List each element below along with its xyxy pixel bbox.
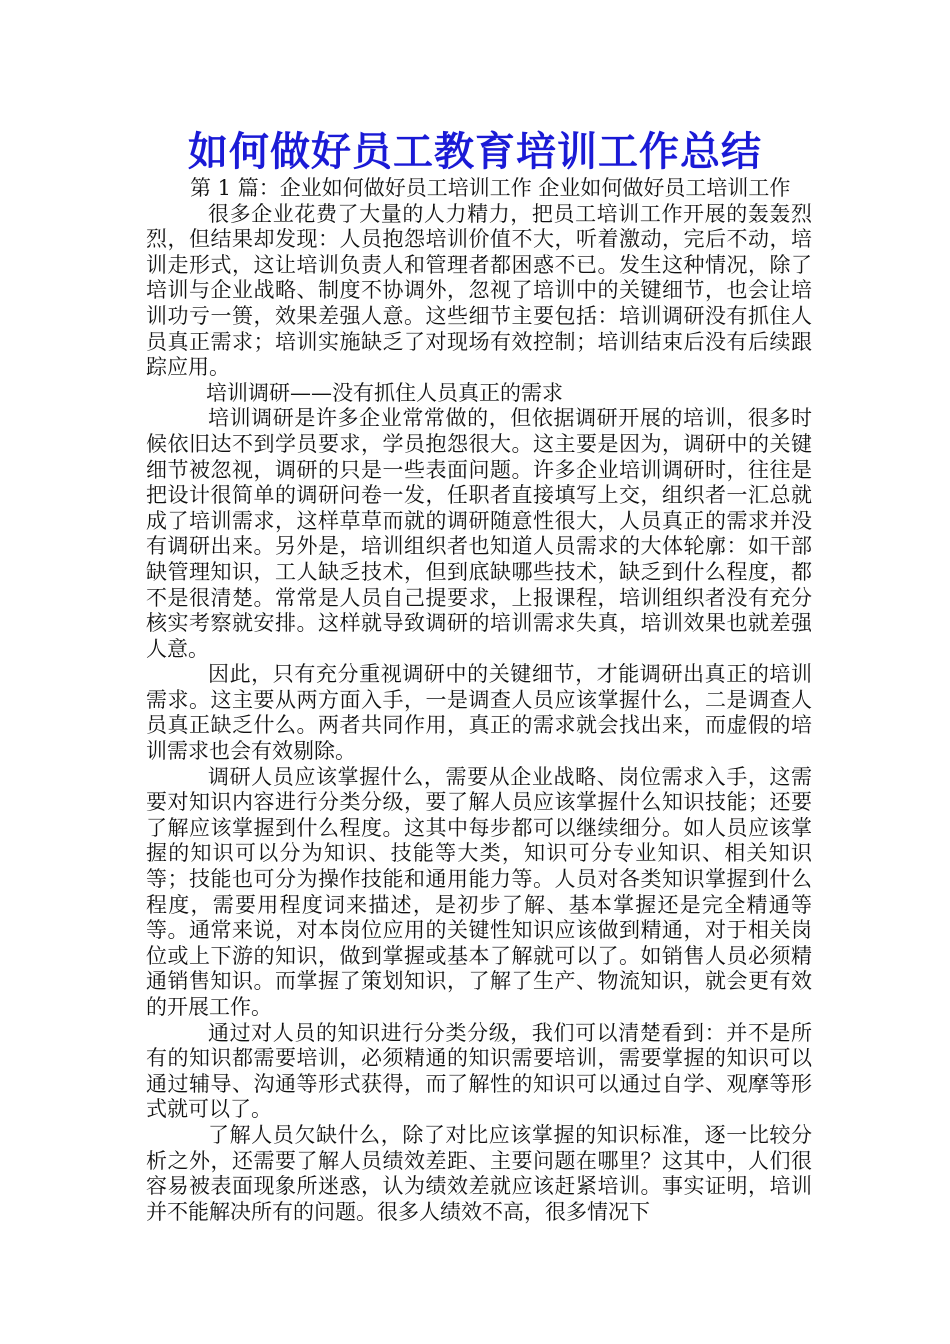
paragraph-therefore: 因此，只有充分重视调研中的关键细节，才能调研出真正的培训需求。这主要从两方面入手，一是调查人员应该掌握什么，二是调查人员真正缺乏什么。两者共同作用，真正的需求就会找出来，而虚假的培训需求也会有效剔除。 <box>146 662 812 764</box>
paragraph-what-to-master: 调研人员应该掌握什么，需要从企业战略、岗位需求入手，这需要对知识内容进行分类分级，要了解人员应该掌握什么知识技能；还要了解应该掌握到什么程度。这其中每步都可以继续细分。如人员应该掌握的知识可以分为知识、技能等大类，知识可分专业知识、相关知识等；技能也可分为操作技能和通用能力等。人员对各类知识掌握到什么程度，需要用程度词来描述，是初步了解、基本掌握还是完全精通等等。通常来说，对本岗位应用的关键性知识应该做到精通，对于相关岗位或上下游的知识，做到掌握或基本了解就可以了。如销售人员必须精通销售知识。而掌握了策划知识，了解了生产、物流知识，就会更有效的开展工作。 <box>146 764 812 1019</box>
document-body <box>146 176 812 1225</box>
paragraph-what-lacking: 了解人员欠缺什么，除了对比应该掌握的知识标准，逐一比较分析之外，还需要了解人员绩效差距、主要问题在哪里？这其中，人们很容易被表面现象所迷惑，认为绩效差就应该赶紧培训。事实证明，培训并不能解决所有的问题。很多人绩效不高，很多情况下 <box>146 1122 812 1224</box>
paragraph-classification: 通过对人员的知识进行分类分级，我们可以清楚看到：并不是所有的知识都需要培训，必须精通的知识需要培训，需要掌握的知识可以通过辅导、沟通等形式获得，而了解性的知识可以通过自学、观摩等形式就可以了。 <box>146 1020 812 1122</box>
article-subtitle: 第 1 篇：企业如何做好员工培训工作 企业如何做好员工培训工作 <box>190 176 791 200</box>
paragraph-intro: 很多企业花费了大量的人力精力，把员工培训工作开展的轰轰烈烈，但结果却发现：人员抱怨培训价值不大，听着激动，完后不动，培训走形式，这让培训负责人和管理者都困惑不已。发生这种情况，除了培训与企业战略、制度不协调外，忽视了培训中的关键细节，也会让培训功亏一篑，效果差强人意。这些细节主要包括：培训调研没有抓住人员真正需求；培训实施缺乏了对现场有效控制；培训结束后没有后续跟踪应用。 <box>146 201 812 380</box>
section-heading: 培训调研——没有抓住人员真正的需求 <box>206 380 563 405</box>
document-title: 如何做好员工教育培训工作总结 <box>188 129 762 175</box>
paragraph-research: 培训调研是许多企业常常做的，但依据调研开展的培训，很多时候依旧达不到学员要求，学员抱怨很大。这主要是因为，调研中的关键细节被忽视，调研的只是一些表面问题。许多企业培训调研时，往往是把设计很简单的调研问卷一发，任职者直接填写上交，组织者一汇总就成了培训需求，这样草草而就的调研随意性很大，人员真正的需求并没有调研出来。另外是，培训组织者也知道人员需求的大体轮廓：如干部缺管理知识，工人缺乏技术，但到底缺哪些技术，缺乏到什么程度，都不是很清楚。常常是人员自己提要求，上报课程，培训组织者没有充分核实考察就安排。这样就导致调研的培训需求失真，培训效果也就差强人意。 <box>146 406 812 661</box>
